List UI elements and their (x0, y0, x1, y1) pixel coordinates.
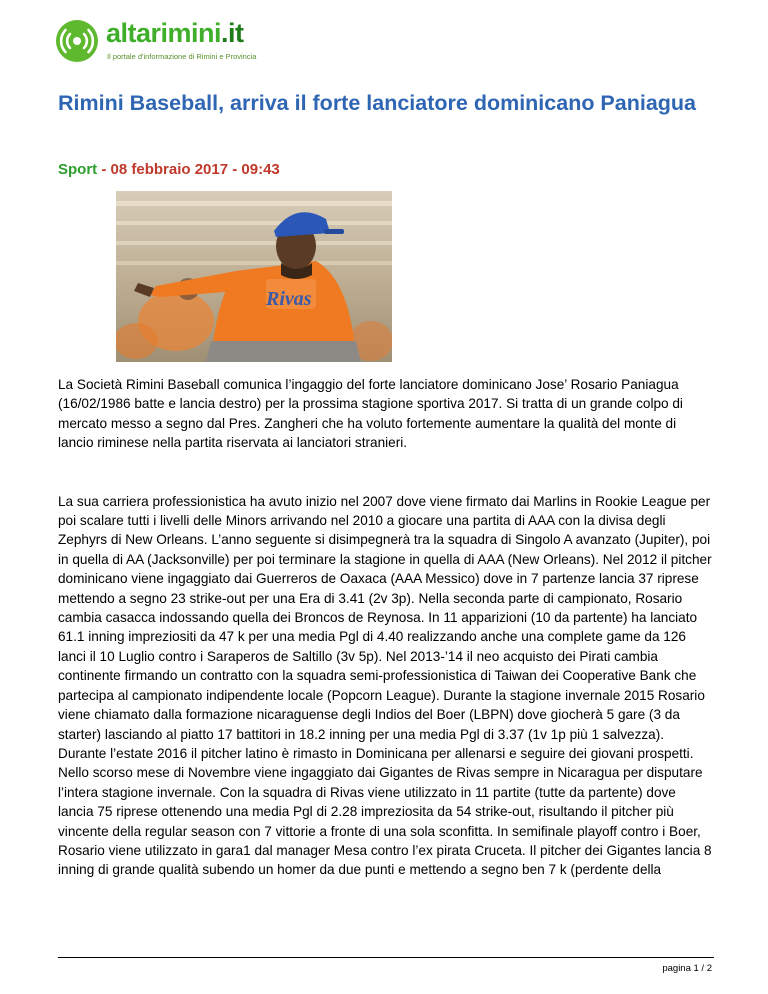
site-name (106, 18, 244, 49)
publish-date: - 08 febbraio 2017 - 09:43 (97, 161, 280, 178)
site-tagline: Il portale d'informazione di Rimini e Provincia (107, 52, 257, 61)
article-photo (116, 191, 392, 362)
article-title: Rimini Baseball, arriva il forte lanciatore dominicano Paniagua (58, 91, 697, 115)
site-name-tld: .it (221, 18, 244, 48)
jersey-text: Rivas (266, 288, 312, 310)
site-name-main: altarimini (106, 18, 222, 48)
broadcast-signal-icon (56, 20, 98, 62)
article-meta (58, 161, 280, 178)
site-logo[interactable] (56, 18, 276, 66)
category-link[interactable]: Sport (58, 161, 98, 178)
footer-divider (58, 957, 714, 958)
article-paragraph: La sua carriera professionistica ha avuto inizio nel 2007 dove viene firmato dai Marlins in Rookie League per poi scalare tutti i livelli delle Minors arrivando nel 2010 a giocare una partita di AAA con la divisa degli Zephyrs di New Orleans. L’anno seguente si disimpegnerà tra la squadra di Singolo A avanzato (Jupiter), poi in quella di AA (Jacksonville) per poi terminare la stagione in quella di AAA (New Orleans). Nel 2012 il pitcher dominicano viene ingaggiato dai Guerreros de Oaxaca (AAA Messico) dove in 7 partenze lancia 37 riprese mettendo a segno 23 strike-out per una Era di 3.41 (2v 3p). Nella seconda parte di campionato, Rosario cambia casacca indossando quella dei Broncos de Reynosa. In 11 apparizioni (10 da partente) ha lanciato 61.1 inning impreziositi da 47 k per una media Pgl di 4.40 realizzando anche una complete game da 126 lanci il 10 Luglio contro i Saraperos de Saltillo (3v 5p). Nel 2013-’14 il neo acquisto dei Pirati cambia continente firmando un contratto con la squadra semi-professionistica di Taiwan dei Cooperative Bank che partecipa al campionato indipendente locale (Popcorn League). Durante la stagione invernale 2015 Rosario viene chiamato dalla formazione nicaraguense degli Indios del Boer (LBPN) dove giocherà 5 gare (3 da starter) lasciando al piatto 17 battitori in 18.2 inning per una media Pgl di 3.37 (1v 1p più 1 salvezza). Durante l’estate 2016 il pitcher latino è rimasto in Dominicana per allenarsi e seguire dei giovani prospetti. Nello scorso mese di Novembre viene ingaggiato dai Gigantes de Rivas sempre in Nicaragua per disputare l’intera stagione invernale. Con la squadra di Rivas viene utilizzato in 11 partite (tutte da partente) dove lancia 75 riprese ottenendo una media Pgl di 2.28 impreziosita da 54 strike-out, risultando il pitcher più vincente della regular season con 7 vittorie a fronte di una sola sconfitta. In semifinale playoff contro i Boer, Rosario viene utilizzato in gara1 dal manager Mesa contro l’ex pirata Cruceta. Il pitcher dei Gigantes lancia 8 inning di grande qualità subendo un homer da due punti e mettendo a segno ben 7 k (perdente della (58, 493, 712, 878)
article-paragraph: La Società Rimini Baseball comunica l’ingaggio del forte lanciatore dominicano Jose’ Rosario Paniagua (16/02/1986 batte e lancia destro) per la prossima stagione sportiva 2017. Si tratta di un grande colpo di mercato messo a segno dal Pres. Zangheri che ha voluto fortemente aumentare la qualità del monte di lancio riminese nella partita riservata ai lanciatori stranieri. (58, 377, 683, 451)
article-body (58, 375, 714, 919)
page-number: pagina 1 / 2 (662, 963, 712, 974)
